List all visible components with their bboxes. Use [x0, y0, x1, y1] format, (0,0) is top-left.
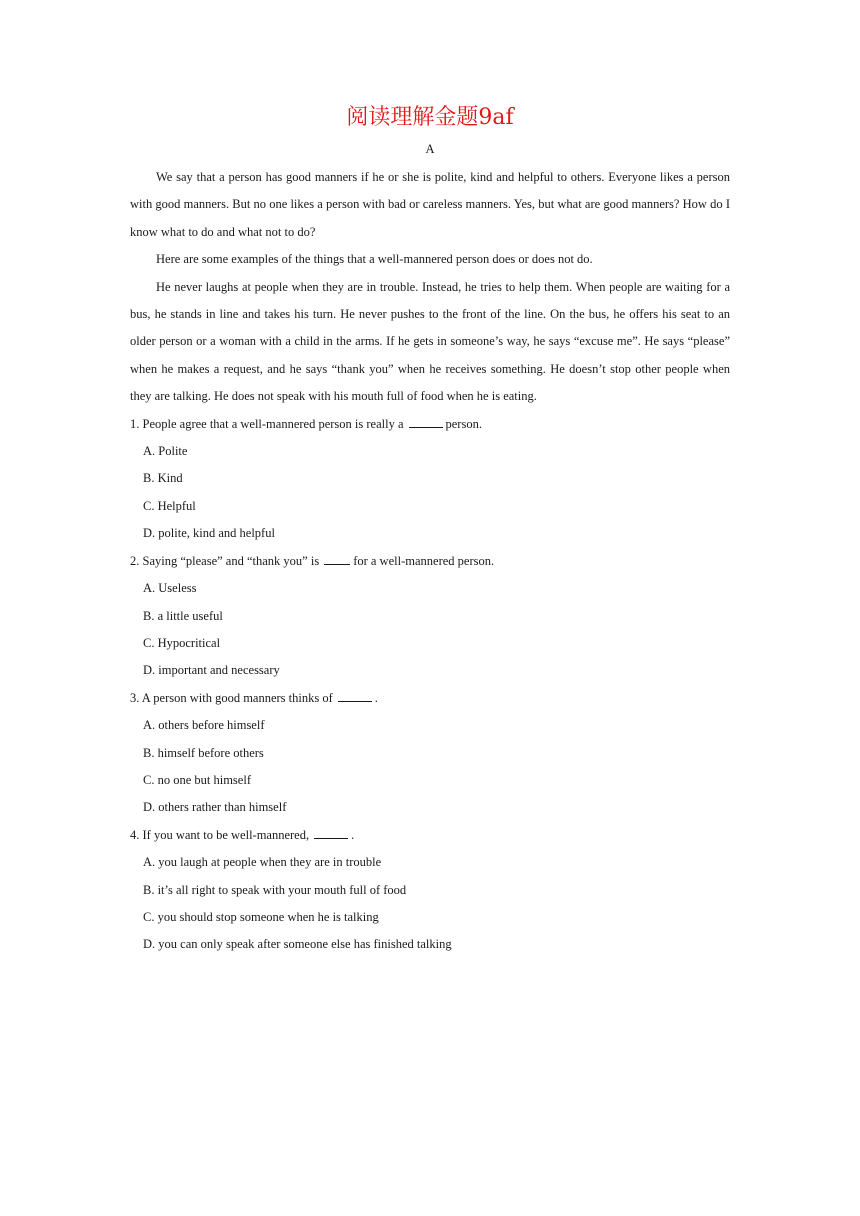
answer-option: D. others rather than himself	[143, 800, 287, 815]
document-body	[130, 164, 730, 959]
answer-option: A. you laugh at people when they are in trouble	[143, 855, 382, 870]
answer-option: B. it’s all right to speak with your mouth full of food	[143, 882, 407, 897]
question-stem-tail: for a well-mannered person.	[353, 553, 495, 568]
question-stem	[130, 548, 730, 575]
answer-option: D. you can only speak after someone else has finished talking	[143, 937, 452, 952]
answer-option: B. Kind	[143, 471, 183, 486]
answer-blank	[409, 414, 443, 428]
answer-blank	[338, 688, 372, 702]
question-stem-tail: person.	[445, 416, 482, 431]
answer-option: A. Useless	[143, 581, 197, 596]
question-stem-tail: .	[351, 827, 355, 842]
answer-option: C. Hypocritical	[143, 635, 221, 650]
answer-option: C. you should stop someone when he is talking	[143, 909, 379, 924]
question-stem	[130, 411, 730, 438]
question-stem-text: 1. People agree that a well-mannered person is really a	[130, 416, 404, 431]
answer-blank	[314, 825, 348, 839]
answer-blank	[324, 551, 350, 565]
question-stem-text: 2. Saying “please” and “thank you” is	[130, 553, 320, 568]
answer-option: B. a little useful	[143, 608, 223, 623]
answer-option: A. Polite	[143, 444, 188, 459]
question-stem-text: 4. If you want to be well-mannered,	[130, 827, 310, 842]
answer-option: B. himself before others	[143, 745, 264, 760]
answer-option: D. polite, kind and helpful	[143, 526, 275, 541]
passage-paragraph: Here are some examples of the things that a well-mannered person does or does not do.	[156, 252, 593, 267]
question-stem	[130, 822, 730, 849]
passage-label: A	[425, 142, 435, 156]
answer-option: C. Helpful	[143, 498, 196, 513]
question-stem-tail: .	[374, 690, 378, 705]
question-stem-text: 3. A person with good manners thinks of	[130, 690, 333, 705]
answer-option: D. important and necessary	[143, 663, 280, 678]
answer-option: C. no one but himself	[143, 772, 251, 787]
passage-paragraph: We say that a person has good manners if he or she is polite, kind and helpful to others. Everyone likes a person with good manners. But no one likes a person with bad or careless manners. Yes, but what are good manners? How do I know what to do and what not to do?	[130, 170, 730, 239]
document-title: 阅读理解金题9af	[346, 105, 514, 130]
answer-option: A. others before himself	[143, 718, 265, 733]
passage-paragraph: He never laughs at people when they are in trouble. Instead, he tries to help them. When people are waiting for a bus, he stands in line and takes his turn. He never pushes to the front of the line. On the bus, he offers his seat to an older person or a woman with a child in the arms. If he gets in someone’s way, he says “excuse me”. He says “please” when he makes a request, and he says “thank you” when he receives something. He doesn’t stop other people when they are talking. He does not speak with his mouth full of food when he is eating.	[130, 279, 730, 404]
question-stem	[130, 685, 730, 712]
